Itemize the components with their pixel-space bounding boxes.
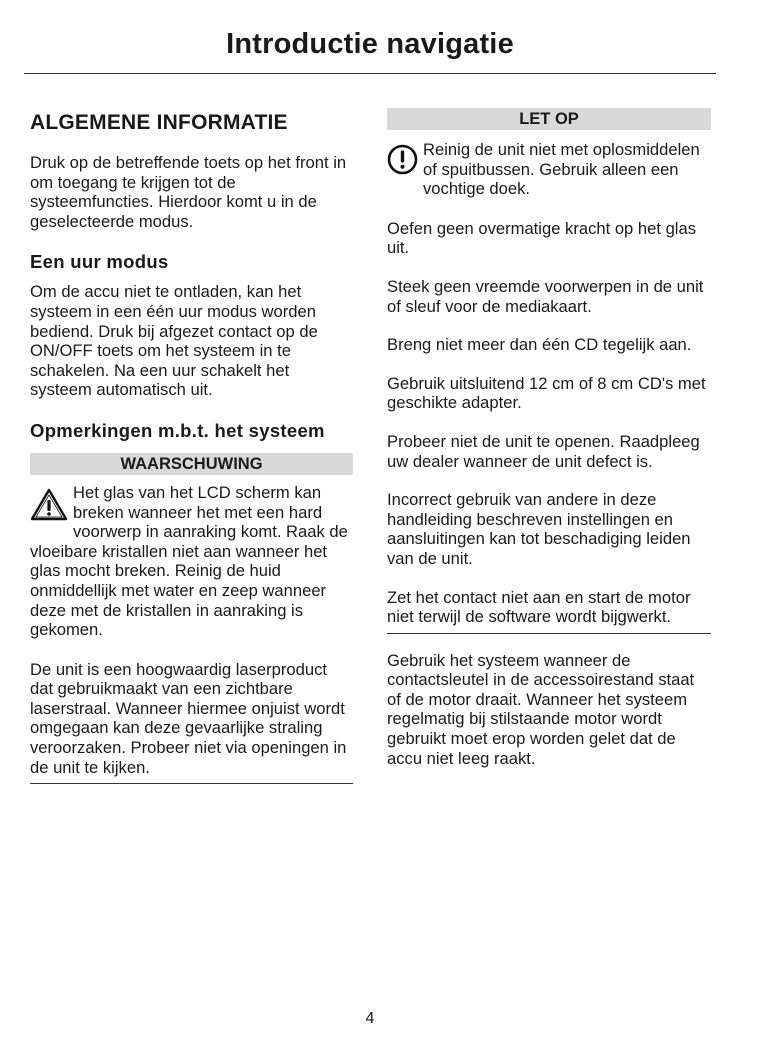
caution-banner: LET OP — [387, 108, 711, 130]
caution-item: Steek geen vreemde voorwerpen in de unit of sleuf voor de mediakaart. — [387, 276, 704, 316]
caution-block — [387, 140, 711, 199]
warning-banner: WAARSCHUWING — [30, 453, 353, 475]
title-rule — [24, 73, 716, 74]
caution-item: Zet het contact niet aan en start de motor niet terwijl de software wordt bijgwerkt. — [387, 587, 691, 627]
right-column — [387, 108, 711, 768]
section-heading-general-info: ALGEMENE INFORMATIE — [30, 111, 288, 134]
one-hour-mode-paragraph: Om de accu niet te ontladen, kan het systeem in een één uur modus worden bediend. Druk bij afgezet contact op de ON/OFF toets om het systeem in te schakelen. Na een uur schakelt het systeem automatisch uit. — [30, 282, 318, 400]
usage-paragraph: Gebruik het systeem wanneer de contactsleutel in de accessoirestand staat of de motor draait. Wanneer het systeem regelmatig bij stilstaande motor wordt gebruikt moet erop worden gelet dat de accu niet leeg raakt. — [387, 650, 695, 768]
caution-item: Incorrect gebruik van andere in deze handleiding beschreven instellingen en aansluitingen kan tot beschadiging leiden van de unit. — [387, 490, 691, 568]
warning-triangle-icon — [30, 488, 68, 526]
left-column — [30, 108, 353, 784]
page-number: 4 — [365, 1010, 375, 1027]
caution-exclamation-icon — [387, 144, 418, 180]
laser-paragraph: De unit is een hoogwaardig laserproduct dat gebruikmaakt van een zichtbare laserstraal. Wanneer hiermee onjuist wordt omgegaan kan deze gevaarlijke straling veroorzaken. Probeer niet via openingen in de unit te kijken. — [30, 659, 347, 777]
warning-text: Het glas van het LCD scherm kan breken wanneer het met een hard voorwerp in aanraking komt. Raak de vloeibare kristallen niet aan wanneer het glas mocht breken. Reinig de huid onmiddellijk met water en zeep wanneer deze met de kristallen in aanraking is gekomen. — [30, 482, 348, 640]
caution-end-rule — [387, 633, 711, 634]
caution-item: Gebruik uitsluitend 12 cm of 8 cm CD's met geschikte adapter. — [387, 373, 706, 413]
caution-item: Probeer niet de unit te openen. Raadpleeg uw dealer wanneer de unit defect is. — [387, 431, 700, 471]
intro-paragraph: Druk op de betreffende toets op het front in om toegang te krijgen tot de systeemfuncties. Hierdoor komt u in de geselecteerde modus. — [30, 153, 347, 231]
warning-block — [30, 483, 353, 640]
left-column-end-rule — [30, 783, 353, 784]
page-title: Introductie navigatie — [226, 28, 514, 60]
one-hour-mode-heading: Een uur modus — [30, 251, 169, 273]
caution-item: Oefen geen overmatige kracht op het glas uit. — [387, 218, 697, 258]
caution-text: Reinig de unit niet met oplosmiddelen of spuitbussen. Gebruik alleen een vochtige doek. — [423, 140, 700, 199]
system-remarks-heading: Opmerkingen m.b.t. het systeem — [30, 419, 325, 441]
caution-item: Breng niet meer dan één CD tegelijk aan. — [387, 335, 692, 355]
